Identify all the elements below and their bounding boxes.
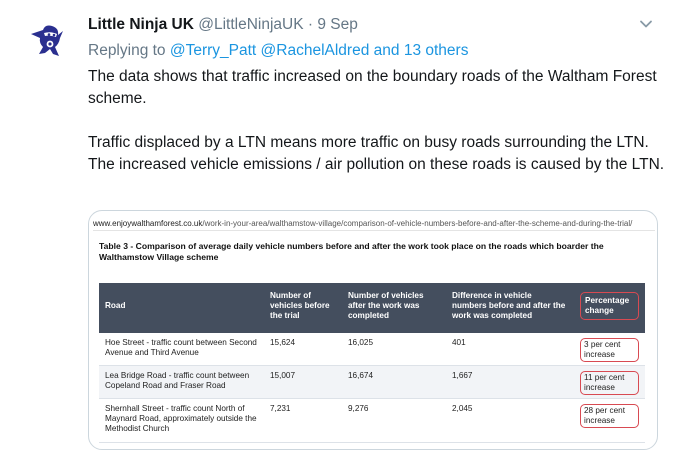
cell-after: 16,025 (348, 338, 374, 347)
header-change: Percentage change (580, 292, 639, 320)
tweet-date[interactable]: 9 Sep (317, 16, 358, 33)
author-avatar[interactable] (23, 14, 71, 62)
cell-after: 16,674 (348, 371, 374, 380)
cell-before: 15,624 (270, 338, 296, 347)
header-before: Number of vehicles before the trial (270, 290, 330, 320)
cell-difference: 2,045 (452, 404, 473, 413)
more-options-button[interactable] (636, 14, 656, 34)
header-difference: Difference in vehicle numbers before and after the work was completed (452, 290, 566, 320)
author-handle[interactable]: @LittleNinjaUK (198, 16, 304, 33)
chevron-down-icon (636, 14, 656, 34)
cell-road: Lea Bridge Road - traffic count between Copeland Road and Fraser Road (105, 371, 250, 390)
cell-before: 15,007 (270, 371, 296, 380)
author-name[interactable]: Little Ninja UK (88, 16, 194, 33)
attached-image[interactable] (88, 210, 658, 450)
cell-difference: 1,667 (452, 371, 473, 380)
source-url (93, 217, 655, 231)
cell-road: Hoe Street - traffic count between Second Avenue and Third Avenue (105, 338, 257, 357)
ninja-avatar-icon (23, 14, 71, 62)
separator-dot: · (307, 16, 314, 33)
header-change-cell (574, 292, 645, 325)
table-title: Table 3 - Comparison of average daily vehicle numbers before and after the work took place on the roads which boarder the Walthamstow Village scheme (99, 241, 604, 262)
cell-change: 3 per cent increase (580, 338, 639, 362)
cell-change-wrap (574, 333, 645, 365)
cell-road: Shernhall Street - traffic count North of Maynard Road, approximately outside the Methodist Church (105, 404, 257, 433)
replying-prefix: Replying to (88, 42, 166, 59)
table-row (99, 333, 645, 366)
cell-change: 28 per cent increase (580, 404, 639, 428)
table-row (99, 399, 645, 443)
url-path: /work-in-your-area/walthamstow-village/comparison-of-vehicle-numbers-before-and-after-the-scheme-and-during-the-trial/ (202, 219, 633, 228)
cell-difference: 401 (452, 338, 466, 347)
replying-to (88, 40, 468, 62)
header-road: Road (105, 300, 126, 310)
tweet-paragraph: The data shows that traffic increased on the boundary roads of the Waltham Forest scheme. (88, 68, 657, 107)
header-after: Number of vehicles after the work was completed (348, 290, 424, 320)
url-domain: www.enjoywalthamforest.co.uk (93, 219, 203, 228)
cell-before: 7,231 (270, 404, 291, 413)
cell-change-wrap (574, 366, 645, 398)
tweet-paragraph: Traffic displaced by a LTN means more traffic on busy roads surrounding the LTN. The increased vehicle emissions / air pollution on these roads is caused by the LTN. (88, 134, 665, 173)
table-row (99, 366, 645, 399)
reply-others-link[interactable]: and 13 others (373, 42, 469, 59)
cell-change: 11 per cent increase (580, 371, 639, 395)
cell-after: 9,276 (348, 404, 369, 413)
table-header-row (99, 283, 645, 333)
reply-user-link[interactable]: @Terry_Patt (169, 42, 257, 59)
tweet-text (88, 66, 668, 176)
reply-user-link[interactable]: @RachelAldred (260, 42, 370, 59)
traffic-table (99, 283, 645, 443)
cell-change-wrap (574, 399, 645, 442)
tweet-header (88, 14, 358, 36)
